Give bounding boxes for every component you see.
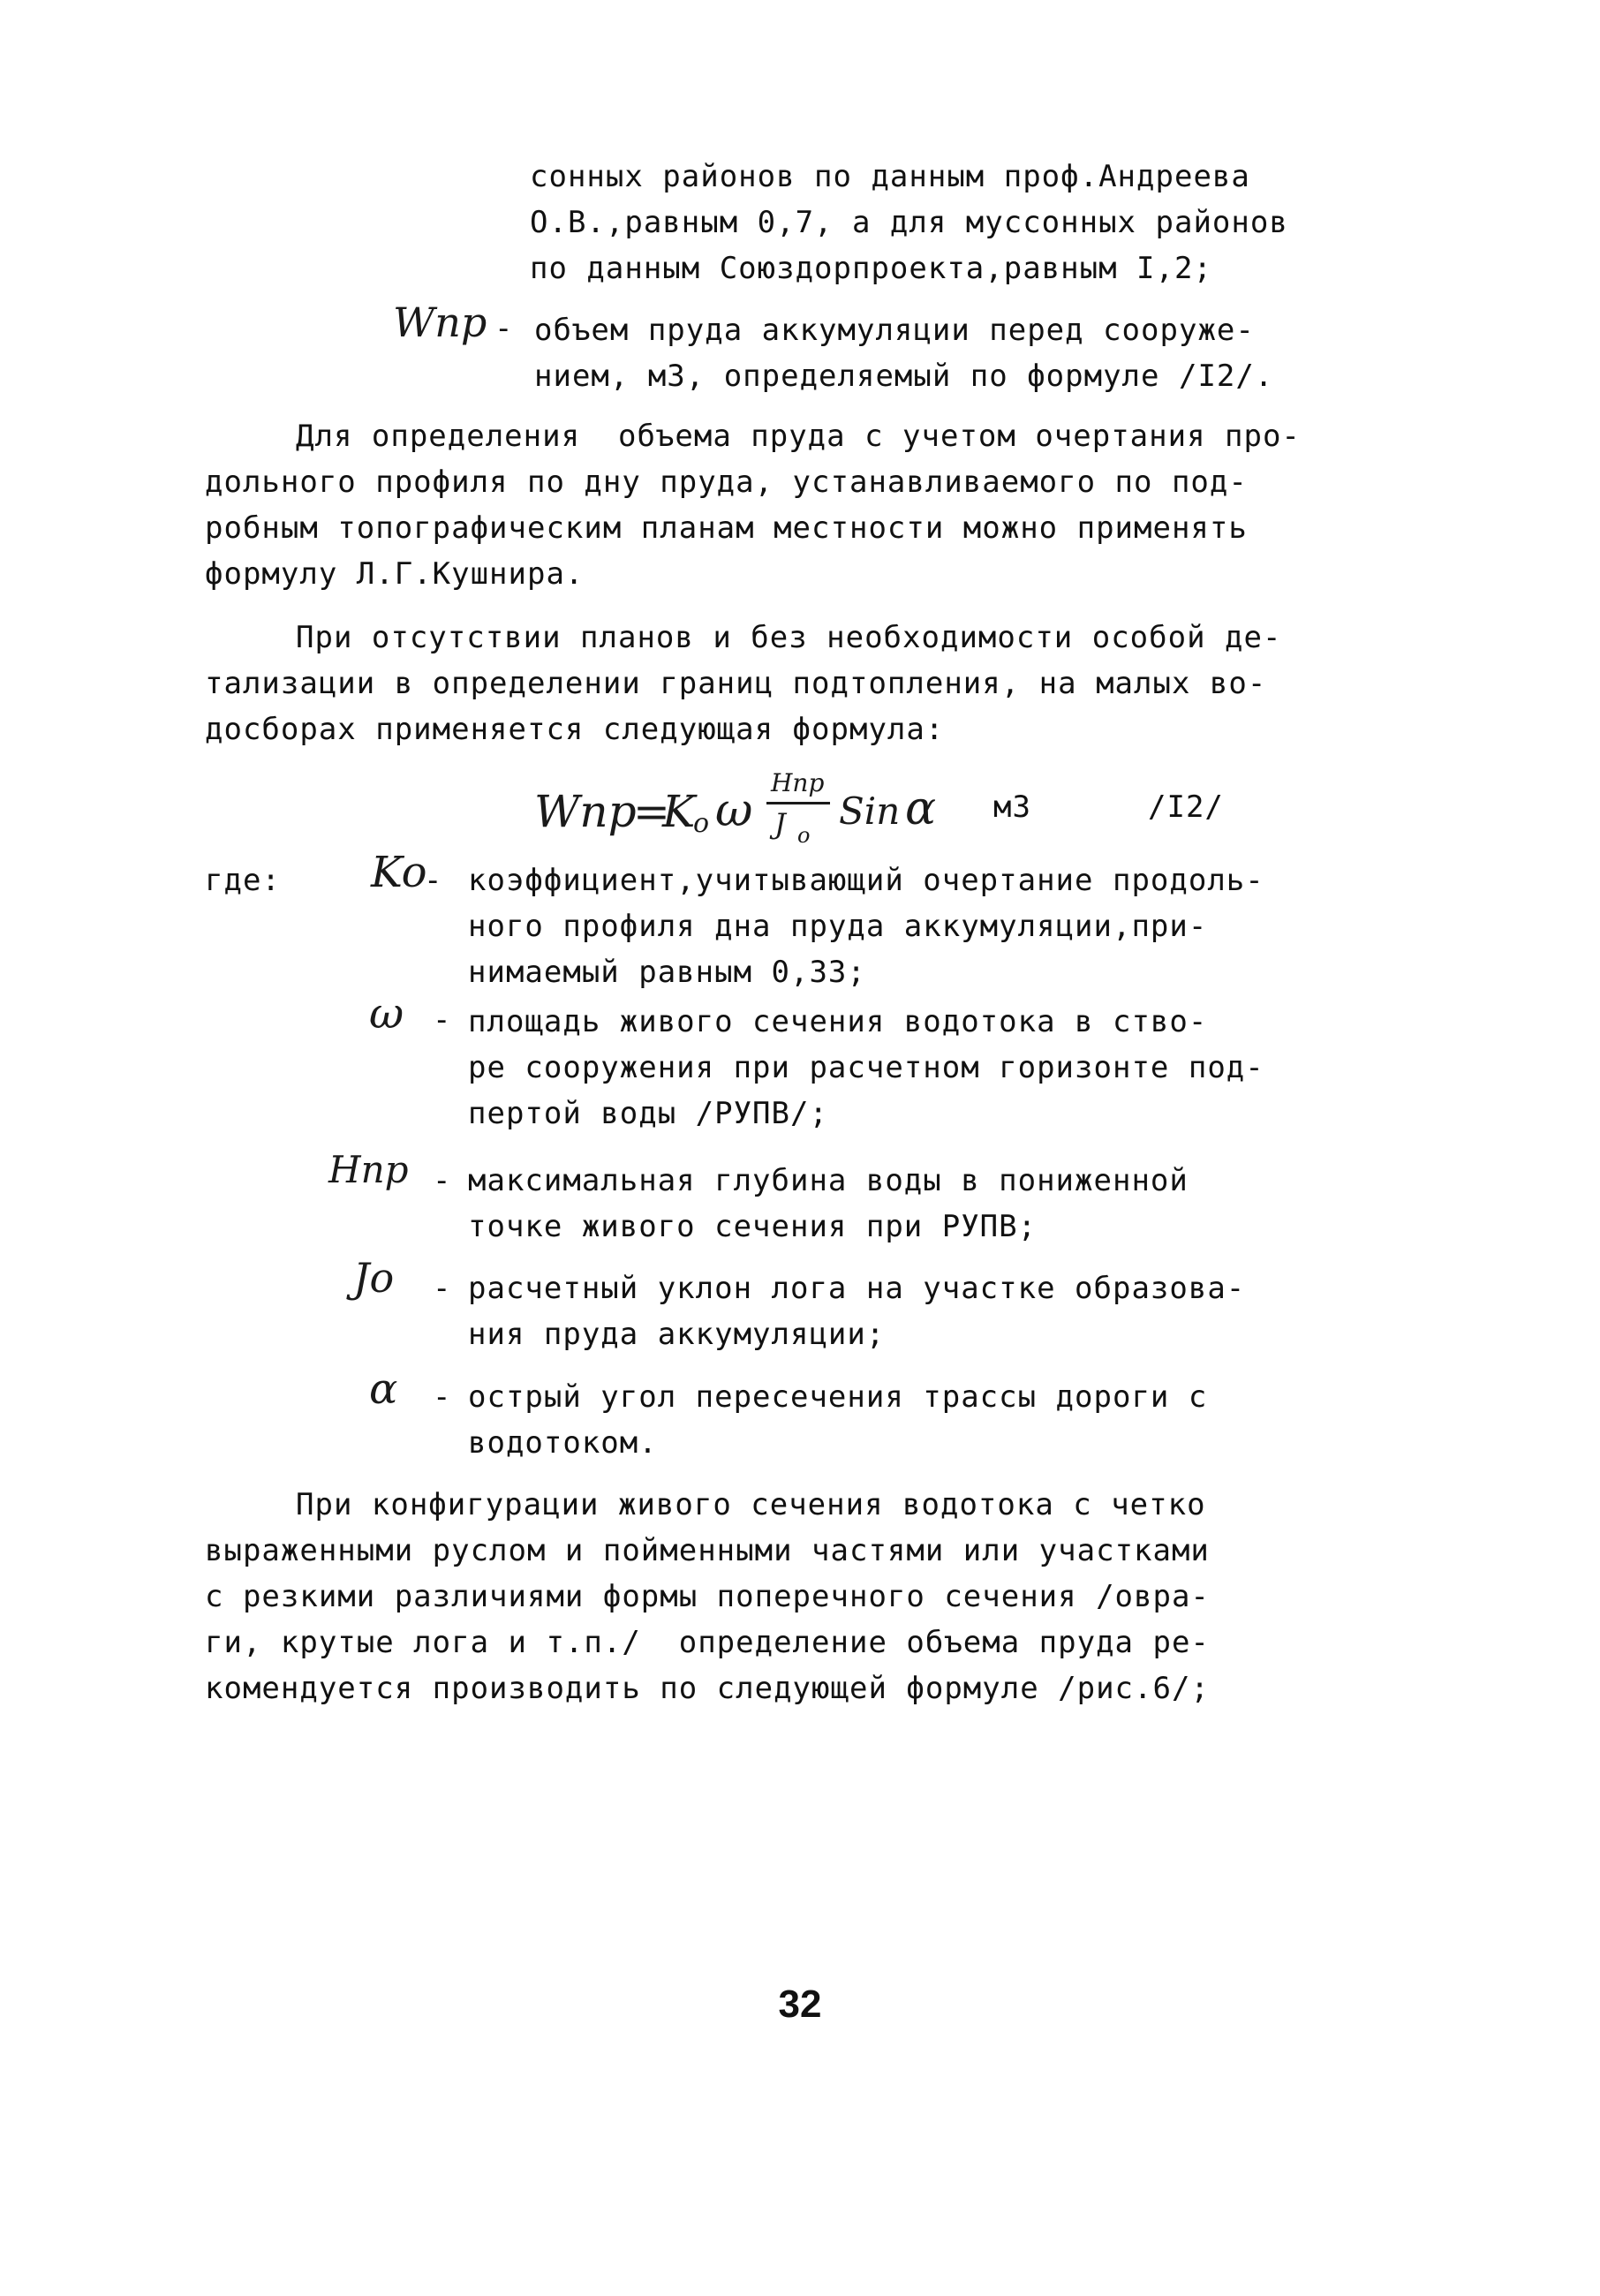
intro-line: О.В.,равным 0,7, а для муссонных районов — [530, 205, 1288, 240]
formula-numerator: Hпр — [771, 768, 825, 797]
paragraph-1-line: дольного профиля по дну пруда, устанавливаемого по под- — [205, 464, 1248, 500]
definition-dash: - — [433, 1271, 451, 1306]
omega-definition-line: площадь живого сечения водотока в ство- — [468, 1004, 1208, 1039]
wpr-symbol: Wпр — [393, 298, 487, 346]
paragraph-1-line: формулу Л.Г.Кушнира. — [205, 556, 585, 592]
fraction-bar — [766, 802, 830, 804]
formula-denominator-subscript: o — [797, 823, 811, 848]
formula-k: K — [662, 786, 696, 837]
alpha-symbol: α — [369, 1364, 398, 1414]
wpr-definition-line: объем пруда аккумуляции перед сооруже- — [534, 313, 1255, 348]
paragraph-2-line: досборах применяется следующая формула: — [205, 712, 945, 747]
formula-unit: м3 — [993, 789, 1031, 825]
formula-equals: = — [633, 786, 670, 837]
alpha-definition-line: водотоком. — [468, 1425, 658, 1461]
definition-dash: - — [433, 1163, 451, 1198]
omega-symbol: ω — [369, 989, 404, 1038]
paragraph-3-line: комендуется производить по следующей формуле /рис.6/; — [205, 1671, 1210, 1706]
where-label: где: — [205, 863, 281, 898]
omega-definition-line: пертой воды /РУПВ/; — [468, 1096, 828, 1131]
paragraph-1-line: робным топографическим планам местности можно применять — [205, 510, 1248, 546]
paragraph-3-line: При конфигурации живого сечения водотока с четко — [296, 1487, 1206, 1522]
formula-denominator: J — [774, 807, 786, 841]
formula-lhs: Wпр — [534, 786, 637, 837]
ko-definition-line: нимаемый равным 0,33; — [468, 955, 866, 990]
omega-definition-line: ре сооружения при расчетном горизонте под- — [468, 1050, 1264, 1085]
formula-12 — [534, 768, 1029, 865]
formula-alpha: α — [905, 782, 937, 835]
paragraph-3-line: ги, крутые лога и т.п./ определение объема пруда ре- — [205, 1625, 1210, 1660]
formula-k-subscript: o — [693, 808, 710, 839]
paragraph-2-line: При отсутствии планов и без необходимости особой де- — [296, 620, 1282, 655]
jo-symbol: Jo — [353, 1254, 395, 1302]
paragraph-3-line: с резкими различиями формы поперечного сечения /овра- — [205, 1579, 1210, 1614]
definition-dash: - — [433, 1379, 451, 1415]
ko-definition-line: ного профиля дна пруда аккумуляции,при- — [468, 909, 1208, 944]
paragraph-3-line: выраженными руслом и пойменными частями или участками — [205, 1533, 1210, 1568]
intro-line: сонных районов по данным проф.Андреева — [530, 159, 1250, 194]
formula-number: /I2/ — [1148, 789, 1224, 825]
paragraph-1-line: Для определения объема пруда с учетом очертания про- — [296, 419, 1301, 454]
definition-dash: - — [494, 311, 513, 346]
hpr-symbol: Hпр — [328, 1148, 409, 1191]
definition-dash: - — [424, 863, 442, 898]
paragraph-2-line: тализации в определении границ подтопления, на малых во- — [205, 666, 1267, 701]
page-number: 32 — [778, 1983, 822, 2026]
intro-line: по данным Союздорпроекта,равным I,2; — [530, 251, 1212, 286]
jo-definition-line: расчетный уклон лога на участке образова- — [468, 1271, 1246, 1306]
wpr-definition-line: нием, м3, определяемый по формуле /I2/. — [534, 359, 1274, 394]
formula-omega: ω — [715, 784, 753, 837]
alpha-definition-line: острый угол пересечения трассы дороги с — [468, 1379, 1208, 1415]
definition-dash: - — [433, 1002, 451, 1038]
hpr-definition-line: точке живого сечения при РУПВ; — [468, 1209, 1038, 1244]
jo-definition-line: ния пруда аккумуляции; — [468, 1317, 886, 1352]
hpr-definition-line: максимальная глубина воды в пониженной — [468, 1163, 1189, 1198]
ko-symbol: Ko — [371, 848, 427, 897]
ko-definition-line: коэффициент,учитывающий очертание продоль- — [468, 863, 1264, 898]
formula-sin: Sin — [839, 789, 901, 833]
